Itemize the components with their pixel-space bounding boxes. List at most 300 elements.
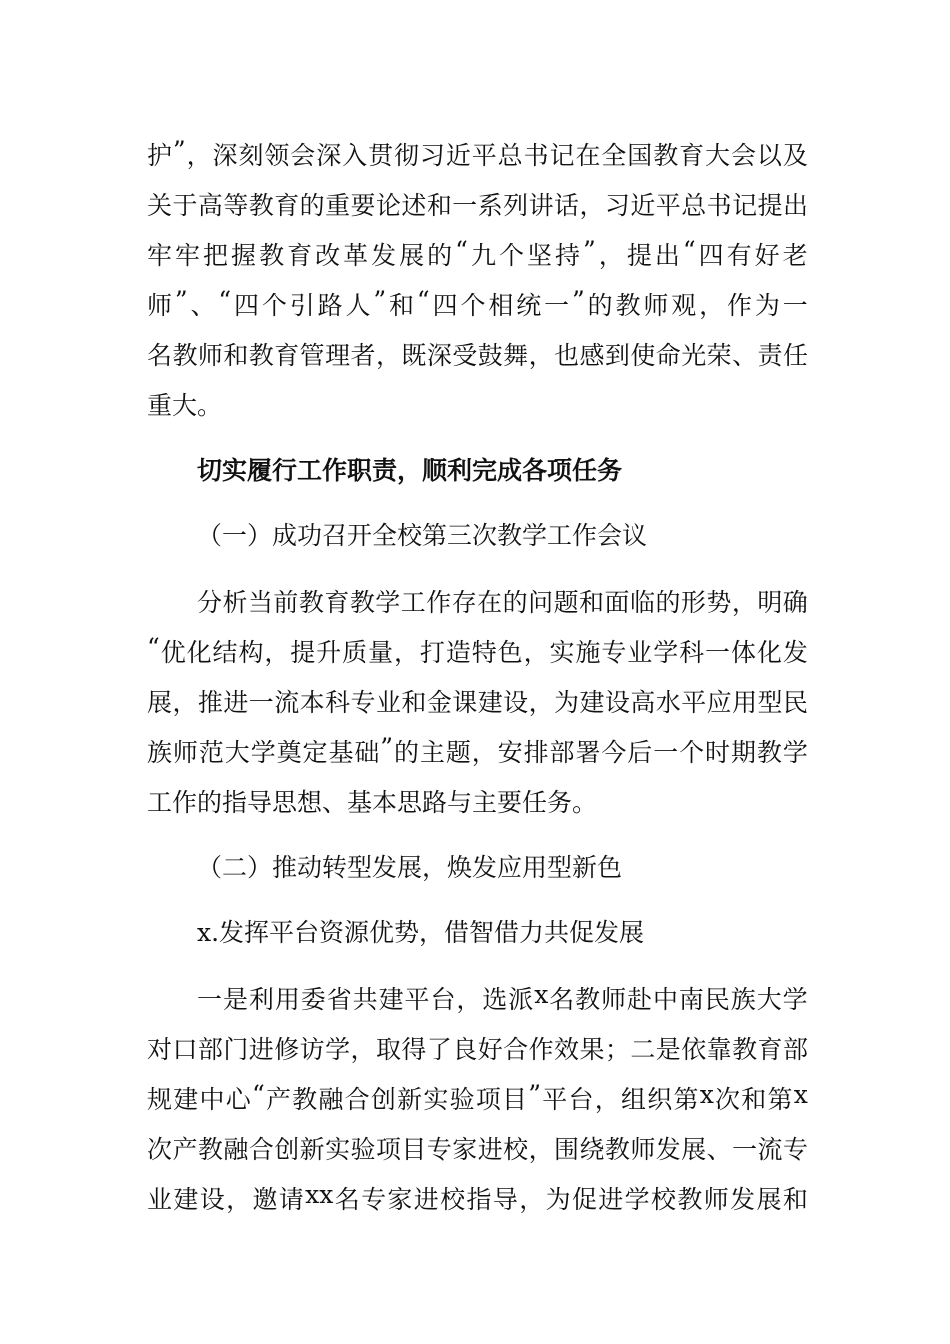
- text-glyph: 名: [549, 985, 575, 1014]
- text-glyph: 依: [681, 1035, 707, 1064]
- text-glyph: 和: [741, 1085, 767, 1114]
- subsection-heading-1: （一）成功召开全校第三次教学工作会议: [197, 521, 648, 550]
- text-glyph: 专: [782, 1135, 808, 1164]
- text-glyph: 优: [160, 638, 186, 667]
- text-glyph: 科: [679, 638, 705, 667]
- text-glyph: 贯: [368, 141, 394, 170]
- text-glyph: 用: [274, 985, 300, 1014]
- text-glyph: 创: [274, 1135, 300, 1164]
- text-glyph: 教: [292, 1085, 318, 1114]
- text-glyph: 口: [172, 1035, 198, 1064]
- text-glyph: 取: [375, 1035, 401, 1064]
- text-glyph: 建: [477, 688, 503, 717]
- text-glyph: ，: [393, 638, 419, 667]
- text-glyph: 发: [655, 1135, 681, 1164]
- text-glyph: ，: [226, 1185, 252, 1214]
- text-glyph: 和: [389, 291, 415, 320]
- text-glyph: 教: [677, 1185, 703, 1214]
- text-glyph: 础: [354, 738, 380, 767]
- text-glyph: 产: [172, 1135, 198, 1164]
- text-glyph: 施: [575, 638, 601, 667]
- text-glyph: 实: [423, 1085, 449, 1114]
- text-glyph: 老: [782, 241, 808, 270]
- text-glyph: “: [416, 286, 430, 315]
- text-glyph: 教: [248, 191, 274, 220]
- text-glyph: 中: [199, 1085, 225, 1114]
- text-glyph: 记: [732, 191, 758, 220]
- text-glyph: 教: [756, 738, 782, 767]
- text-glyph: 师: [172, 738, 198, 767]
- text-glyph: 赴: [627, 985, 653, 1014]
- text-glyph: 国: [627, 141, 653, 170]
- text-glyph: 师: [630, 1135, 656, 1164]
- text-glyph: 学: [782, 738, 808, 767]
- text-glyph: 形: [680, 588, 706, 617]
- text-glyph: 家: [452, 1135, 478, 1164]
- text-glyph: 建: [579, 688, 605, 717]
- text-glyph: 设: [503, 688, 529, 717]
- text-glyph: 引: [289, 291, 315, 320]
- text-glyph: 奠: [276, 738, 302, 767]
- text-glyph: 校: [651, 1185, 677, 1214]
- text-glyph: 产: [265, 1085, 291, 1114]
- text-glyph: 教: [172, 341, 198, 370]
- text-glyph: 民: [782, 688, 808, 717]
- text-glyph: ”: [380, 733, 394, 762]
- text-glyph: 教: [604, 1135, 630, 1164]
- text-glyph: 统: [516, 291, 542, 320]
- text-glyph: xx: [305, 1180, 334, 1209]
- text-glyph: 金: [426, 688, 452, 717]
- text-glyph: 关: [147, 191, 173, 220]
- text-glyph: 派: [508, 985, 534, 1014]
- text-glyph: 作: [528, 1035, 554, 1064]
- text-glyph: 目: [502, 1085, 528, 1114]
- text-glyph: 出: [654, 241, 680, 270]
- text-glyph: “: [251, 1080, 265, 1109]
- intro-line-4: [147, 286, 808, 322]
- item1-line-3: [147, 1080, 808, 1116]
- text-glyph: 本: [299, 688, 325, 717]
- text-glyph: 量: [368, 638, 394, 667]
- text-glyph: 台: [568, 1085, 594, 1114]
- text-glyph: 部: [197, 1035, 223, 1064]
- text-glyph: 四: [698, 241, 724, 270]
- text-glyph: 今: [601, 738, 627, 767]
- text-glyph: 个: [261, 291, 287, 320]
- text-glyph: 为: [554, 688, 580, 717]
- text-glyph: 打: [419, 638, 445, 667]
- text-glyph: 势: [706, 588, 732, 617]
- text-glyph: ；: [604, 1035, 630, 1064]
- text-glyph: 期: [730, 738, 756, 767]
- text-glyph: 近: [445, 141, 471, 170]
- text-glyph: ”: [373, 286, 387, 315]
- text-glyph: 平: [471, 141, 497, 170]
- text-glyph: 师: [147, 291, 173, 320]
- text-glyph: ”: [583, 236, 596, 265]
- text-glyph: 分: [197, 588, 223, 617]
- text-glyph: 进: [413, 1185, 439, 1214]
- text-glyph: 省: [326, 985, 352, 1014]
- text-glyph: x: [534, 980, 549, 1009]
- text-glyph: 握: [231, 241, 257, 270]
- text-glyph: 、: [190, 291, 216, 320]
- text-glyph: 感: [579, 341, 605, 370]
- text-glyph: 和: [426, 191, 452, 220]
- text-glyph: 展: [756, 1185, 782, 1214]
- text-glyph: 对: [147, 1035, 173, 1064]
- text-glyph: 设: [199, 1185, 225, 1214]
- text-glyph: 舞: [503, 341, 529, 370]
- text-glyph: 既: [401, 341, 427, 370]
- text-glyph: 教: [732, 1035, 758, 1064]
- text-glyph: 色: [497, 638, 523, 667]
- text-glyph: “: [147, 633, 160, 662]
- text-glyph: 育: [757, 1035, 783, 1064]
- intro-line-5: [147, 336, 808, 372]
- text-glyph: 新: [299, 1135, 325, 1164]
- text-glyph: 的: [427, 241, 453, 270]
- text-glyph: 校: [503, 1135, 529, 1164]
- text-glyph: ，: [186, 141, 212, 170]
- text-glyph: 效: [554, 1035, 580, 1064]
- text-glyph: 等: [223, 191, 249, 220]
- text-glyph: 使: [630, 341, 656, 370]
- text-glyph: 护: [147, 141, 173, 170]
- text-glyph: 质: [342, 638, 368, 667]
- text-glyph: 专: [601, 638, 627, 667]
- text-glyph: 专: [361, 1185, 387, 1214]
- text-glyph: 化: [756, 638, 782, 667]
- text-glyph: 主: [419, 738, 445, 767]
- text-glyph: 存: [451, 588, 477, 617]
- text-glyph: 定: [302, 738, 328, 767]
- text-glyph: 一: [705, 638, 731, 667]
- text-glyph: 名: [334, 1185, 360, 1214]
- text-glyph: 升: [316, 638, 342, 667]
- intro-line-3: [147, 236, 808, 272]
- text-glyph: 教: [575, 985, 601, 1014]
- text-glyph: 持: [555, 241, 581, 270]
- text-glyph: 流: [274, 688, 300, 717]
- text-glyph: 专: [350, 688, 376, 717]
- text-glyph: 记: [549, 141, 575, 170]
- text-glyph: 学: [250, 738, 276, 767]
- text-glyph: 提: [757, 191, 783, 220]
- text-glyph: 责: [757, 341, 783, 370]
- text-glyph: 好: [477, 1035, 503, 1064]
- text-glyph: ，: [598, 241, 624, 270]
- text-glyph: 建: [173, 1185, 199, 1214]
- text-glyph: 大: [224, 738, 250, 767]
- text-glyph: 次: [715, 1085, 741, 1114]
- text-glyph: 南: [678, 985, 704, 1014]
- text-glyph: 规: [147, 1085, 173, 1114]
- text-glyph: 良: [452, 1035, 478, 1064]
- text-glyph: 族: [147, 738, 173, 767]
- text-glyph: 论: [375, 191, 401, 220]
- text-glyph: 新: [397, 1085, 423, 1114]
- text-glyph: 书: [706, 191, 732, 220]
- text-glyph: 学: [375, 588, 401, 617]
- text-glyph: 展: [681, 1135, 707, 1164]
- text-glyph: 四: [432, 291, 458, 320]
- text-glyph: 推: [197, 688, 223, 717]
- text-glyph: ”: [528, 1080, 542, 1109]
- text-glyph: 平: [681, 688, 707, 717]
- item-heading-1: x.发挥平台资源优势，借智借力共促发展: [197, 918, 645, 947]
- text-glyph: 教: [298, 588, 324, 617]
- text-glyph: 的: [502, 588, 528, 617]
- sub1-line-5: 工作的指导思想、基本思路与主要任务。: [147, 788, 598, 817]
- text-glyph: 和: [579, 588, 605, 617]
- text-glyph: “: [682, 236, 696, 265]
- text-glyph: x: [699, 1080, 714, 1109]
- text-glyph: 讲: [528, 191, 554, 220]
- text-glyph: 型: [757, 688, 783, 717]
- text-glyph: 进: [598, 1185, 624, 1214]
- text-glyph: 和: [401, 688, 427, 717]
- text-glyph: 第: [673, 1085, 699, 1114]
- text-glyph: 台: [430, 985, 456, 1014]
- text-glyph: “: [218, 286, 232, 315]
- text-glyph: 绕: [579, 1135, 605, 1164]
- sub1-line-2: [147, 633, 808, 669]
- text-glyph: ，: [350, 1035, 376, 1064]
- text-glyph: 习: [604, 191, 630, 220]
- text-glyph: 近: [630, 191, 656, 220]
- text-glyph: 体: [730, 638, 756, 667]
- text-glyph: 合: [344, 1085, 370, 1114]
- text-glyph: 确: [782, 588, 808, 617]
- text-glyph: 彻: [393, 141, 419, 170]
- text-glyph: 安: [497, 738, 523, 767]
- text-glyph: 人: [345, 291, 371, 320]
- text-glyph: 教: [259, 241, 285, 270]
- text-glyph: 目: [401, 1135, 427, 1164]
- text-glyph: 中: [652, 985, 678, 1014]
- text-glyph: 作: [426, 588, 452, 617]
- text-glyph: 学: [325, 1035, 351, 1064]
- text-glyph: 项: [475, 1085, 501, 1114]
- text-glyph: 题: [553, 588, 579, 617]
- text-glyph: 建: [173, 1085, 199, 1114]
- text-glyph: 前: [273, 588, 299, 617]
- text-glyph: 请: [278, 1185, 304, 1214]
- text-glyph: ，: [456, 985, 482, 1014]
- text-glyph: 者: [350, 341, 376, 370]
- text-glyph: ”: [172, 136, 186, 165]
- text-glyph: 师: [197, 341, 223, 370]
- text-glyph: 验: [350, 1135, 376, 1164]
- text-glyph: 展: [399, 241, 425, 270]
- text-glyph: 民: [704, 985, 730, 1014]
- text-glyph: 深: [426, 341, 452, 370]
- text-glyph: 第: [767, 1085, 793, 1114]
- text-glyph: 荣: [706, 341, 732, 370]
- text-glyph: 后: [627, 738, 653, 767]
- text-glyph: 育: [287, 241, 313, 270]
- text-glyph: 平: [542, 1085, 568, 1114]
- text-glyph: 为: [754, 291, 780, 320]
- text-glyph: 应: [706, 688, 732, 717]
- text-glyph: 心: [225, 1085, 251, 1114]
- text-glyph: 临: [629, 588, 655, 617]
- text-glyph: 有: [726, 241, 752, 270]
- text-glyph: 是: [222, 985, 248, 1014]
- text-glyph: 九: [470, 241, 496, 270]
- text-glyph: 高: [197, 191, 223, 220]
- text-glyph: 化: [186, 638, 212, 667]
- text-glyph: 以: [756, 141, 782, 170]
- text-glyph: 设: [604, 688, 630, 717]
- text-glyph: 大: [705, 141, 731, 170]
- text-glyph: 育: [324, 588, 350, 617]
- text-glyph: 的: [587, 291, 613, 320]
- text-glyph: ，: [528, 688, 554, 717]
- text-glyph: 育: [679, 141, 705, 170]
- text-glyph: 及: [782, 141, 808, 170]
- text-glyph: 鼓: [477, 341, 503, 370]
- text-glyph: 会: [290, 141, 316, 170]
- text-glyph: 专: [426, 1135, 452, 1164]
- text-glyph: 排: [523, 738, 549, 767]
- text-glyph: 进: [248, 1035, 274, 1064]
- text-glyph: 的: [655, 588, 681, 617]
- text-glyph: 项: [375, 1135, 401, 1164]
- text-glyph: 实: [549, 638, 575, 667]
- text-glyph: 织: [647, 1085, 673, 1114]
- text-glyph: 个: [498, 241, 524, 270]
- subsection-heading-2: （二）推动转型发展，焕发应用型新色: [197, 853, 623, 882]
- text-glyph: 师: [703, 1185, 729, 1214]
- text-glyph: 业: [147, 1185, 173, 1214]
- text-glyph: 署: [575, 738, 601, 767]
- item1-line-2: [147, 1030, 808, 1066]
- text-glyph: 一: [782, 291, 808, 320]
- text-glyph: 造: [445, 638, 471, 667]
- text-glyph: 进: [223, 688, 249, 717]
- text-glyph: 个: [679, 738, 705, 767]
- text-glyph: 坚: [526, 241, 552, 270]
- text-glyph: 门: [223, 1035, 249, 1064]
- text-glyph: 一: [197, 985, 223, 1014]
- text-glyph: 结: [212, 638, 238, 667]
- text-glyph: 要: [350, 191, 376, 220]
- item1-line-4: [147, 1130, 808, 1166]
- text-glyph: 提: [626, 241, 652, 270]
- text-glyph: 牢: [147, 241, 173, 270]
- text-glyph: 学: [624, 1185, 650, 1214]
- text-glyph: 时: [705, 738, 731, 767]
- intro-line-2: [147, 186, 808, 222]
- text-glyph: 在: [575, 141, 601, 170]
- text-glyph: 一: [248, 688, 274, 717]
- text-glyph: 修: [274, 1035, 300, 1064]
- text-glyph: 革: [343, 241, 369, 270]
- text-glyph: 建: [378, 985, 404, 1014]
- text-glyph: 刻: [238, 141, 264, 170]
- text-glyph: 和: [223, 341, 249, 370]
- item1-line-1: [197, 980, 808, 1016]
- text-glyph: 融: [223, 1135, 249, 1164]
- text-glyph: 话: [554, 191, 580, 220]
- sub1-line-3: [147, 683, 808, 719]
- text-glyph: 把: [203, 241, 229, 270]
- text-glyph: 构: [238, 638, 264, 667]
- text-glyph: ”: [571, 286, 585, 315]
- text-glyph: 学: [782, 985, 808, 1014]
- text-glyph: 发: [371, 241, 397, 270]
- section-heading: 切实履行工作职责，顺利完成各项任务: [197, 456, 623, 485]
- text-glyph: ，: [528, 1135, 554, 1164]
- text-glyph: 发: [730, 1185, 756, 1214]
- text-glyph: 水: [655, 688, 681, 717]
- text-glyph: 大: [756, 985, 782, 1014]
- text-glyph: 流: [757, 1135, 783, 1164]
- text-glyph: 理: [325, 341, 351, 370]
- text-glyph: 学: [653, 638, 679, 667]
- text-glyph: 析: [222, 588, 248, 617]
- text-glyph: ，: [594, 1085, 620, 1114]
- text-glyph: 观: [671, 291, 697, 320]
- text-glyph: 围: [554, 1135, 580, 1164]
- text-glyph: 领: [264, 141, 290, 170]
- text-glyph: ，: [172, 688, 198, 717]
- text-glyph: ，: [375, 341, 401, 370]
- text-glyph: 合: [503, 1035, 529, 1064]
- text-glyph: 书: [523, 141, 549, 170]
- text-glyph: 名: [147, 341, 173, 370]
- text-glyph: 二: [630, 1035, 656, 1064]
- text-glyph: 列: [503, 191, 529, 220]
- text-glyph: 家: [387, 1185, 413, 1214]
- text-glyph: 作: [726, 291, 752, 320]
- text-glyph: 用: [732, 688, 758, 717]
- text-glyph: 四: [234, 291, 260, 320]
- text-glyph: 会: [730, 141, 756, 170]
- text-glyph: 总: [497, 141, 523, 170]
- text-glyph: 选: [482, 985, 508, 1014]
- text-glyph: 一: [732, 1135, 758, 1164]
- text-glyph: 了: [426, 1035, 452, 1064]
- text-glyph: 果: [579, 1035, 605, 1064]
- text-glyph: 光: [681, 341, 707, 370]
- text-glyph: ，: [471, 738, 497, 767]
- text-glyph: 个: [460, 291, 486, 320]
- text-glyph: 融: [318, 1085, 344, 1114]
- text-glyph: 族: [730, 985, 756, 1014]
- text-glyph: 范: [198, 738, 224, 767]
- text-glyph: 深: [316, 141, 342, 170]
- text-glyph: 路: [317, 291, 343, 320]
- text-glyph: 育: [274, 341, 300, 370]
- text-glyph: 得: [401, 1035, 427, 1064]
- text-glyph: 平: [404, 985, 430, 1014]
- text-glyph: 提: [290, 638, 316, 667]
- item1-line-5: [147, 1180, 808, 1216]
- text-glyph: 业: [375, 688, 401, 717]
- text-glyph: 和: [782, 1185, 808, 1214]
- text-glyph: ，: [519, 1185, 545, 1214]
- text-glyph: 育: [274, 191, 300, 220]
- text-glyph: 受: [452, 341, 478, 370]
- text-glyph: 是: [655, 1035, 681, 1064]
- text-glyph: 进: [477, 1135, 503, 1164]
- text-glyph: 重: [325, 191, 351, 220]
- text-glyph: 述: [401, 191, 427, 220]
